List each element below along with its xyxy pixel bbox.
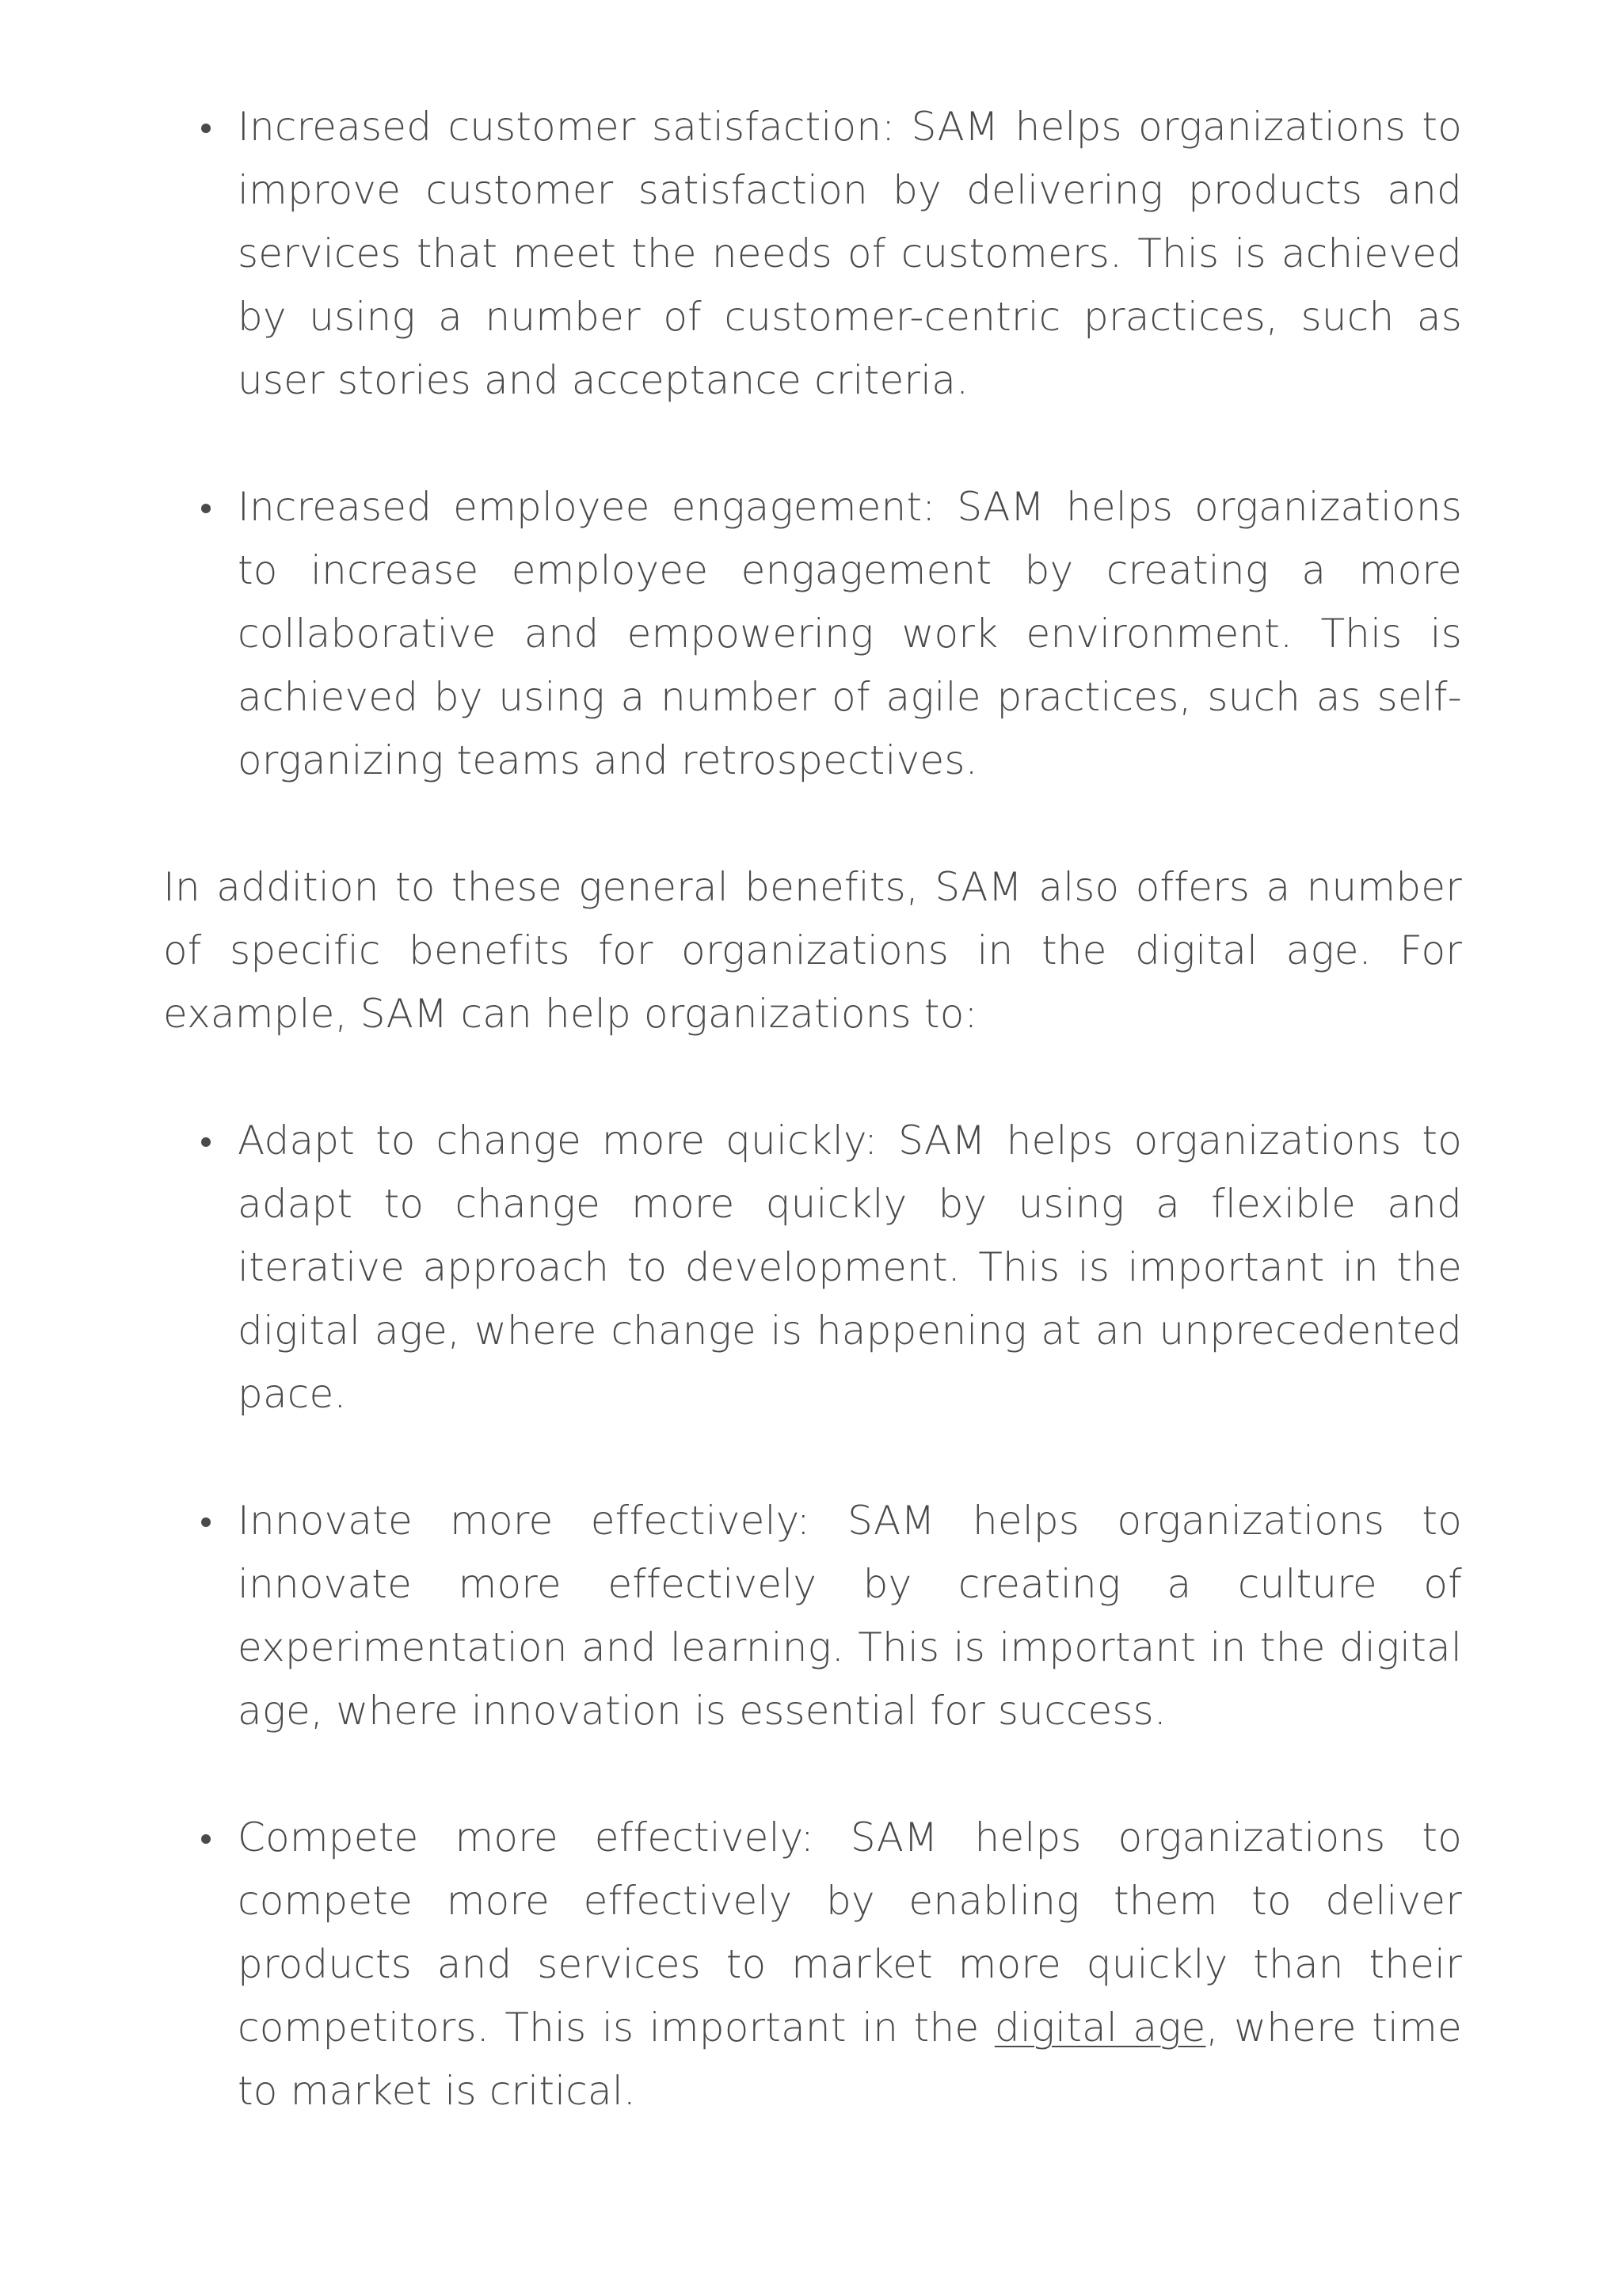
- list-item: [163, 1489, 1462, 1742]
- list-item-text: Increased customer satisfaction: SAM helps organizations to improve customer satisfaction by delivering products and services that meet the needs of customers. This is achieved by using a number of customer-centric practices, such as user stories and acceptance criteria.: [238, 104, 1462, 403]
- list-item: [163, 1109, 1462, 1426]
- list-item-text: Increased employee engagement: SAM helps organizations to increase employee engagement by creating a more collaborative and empowering work environment. This is achieved by using a number of agile practices, such as self-organizing teams and retrospectives.: [238, 484, 1462, 783]
- list-item: [163, 95, 1462, 412]
- list-item: [163, 1806, 1462, 2123]
- digital-age-link[interactable]: digital age: [994, 2005, 1206, 2050]
- list-item-text: Adapt to change more quickly: SAM helps organizations to adapt to change more quickly by using a flexible and iterative approach to development. This is important in the digital age, where change is happening at an unprecedented pace.: [238, 1118, 1462, 1417]
- list-item-text-end: , where time to market is critical.: [238, 2005, 1462, 2114]
- intro-paragraph: In addition to these general benefits, SAM also offers a number of specific benefits for organizations in the digital age. For example, SAM can help organizations to:: [163, 864, 1462, 1037]
- list-item: [163, 475, 1462, 792]
- benefits-list-digital-age: [163, 1109, 1462, 2123]
- document-page: [163, 95, 1462, 2186]
- list-item-text: Innovate more effectively: SAM helps organizations to innovate more effectively by creating a culture of experimentation and learning. This is important in the digital age, where innovation is essential for success.: [238, 1498, 1462, 1734]
- list-item-text: Compete more effectively: SAM helps organizations to compete more effectively by enabling them to deliver products and services to market more quickly than their competitors. This is important in the: [238, 1814, 1462, 2050]
- benefits-list-general: [163, 95, 1462, 792]
